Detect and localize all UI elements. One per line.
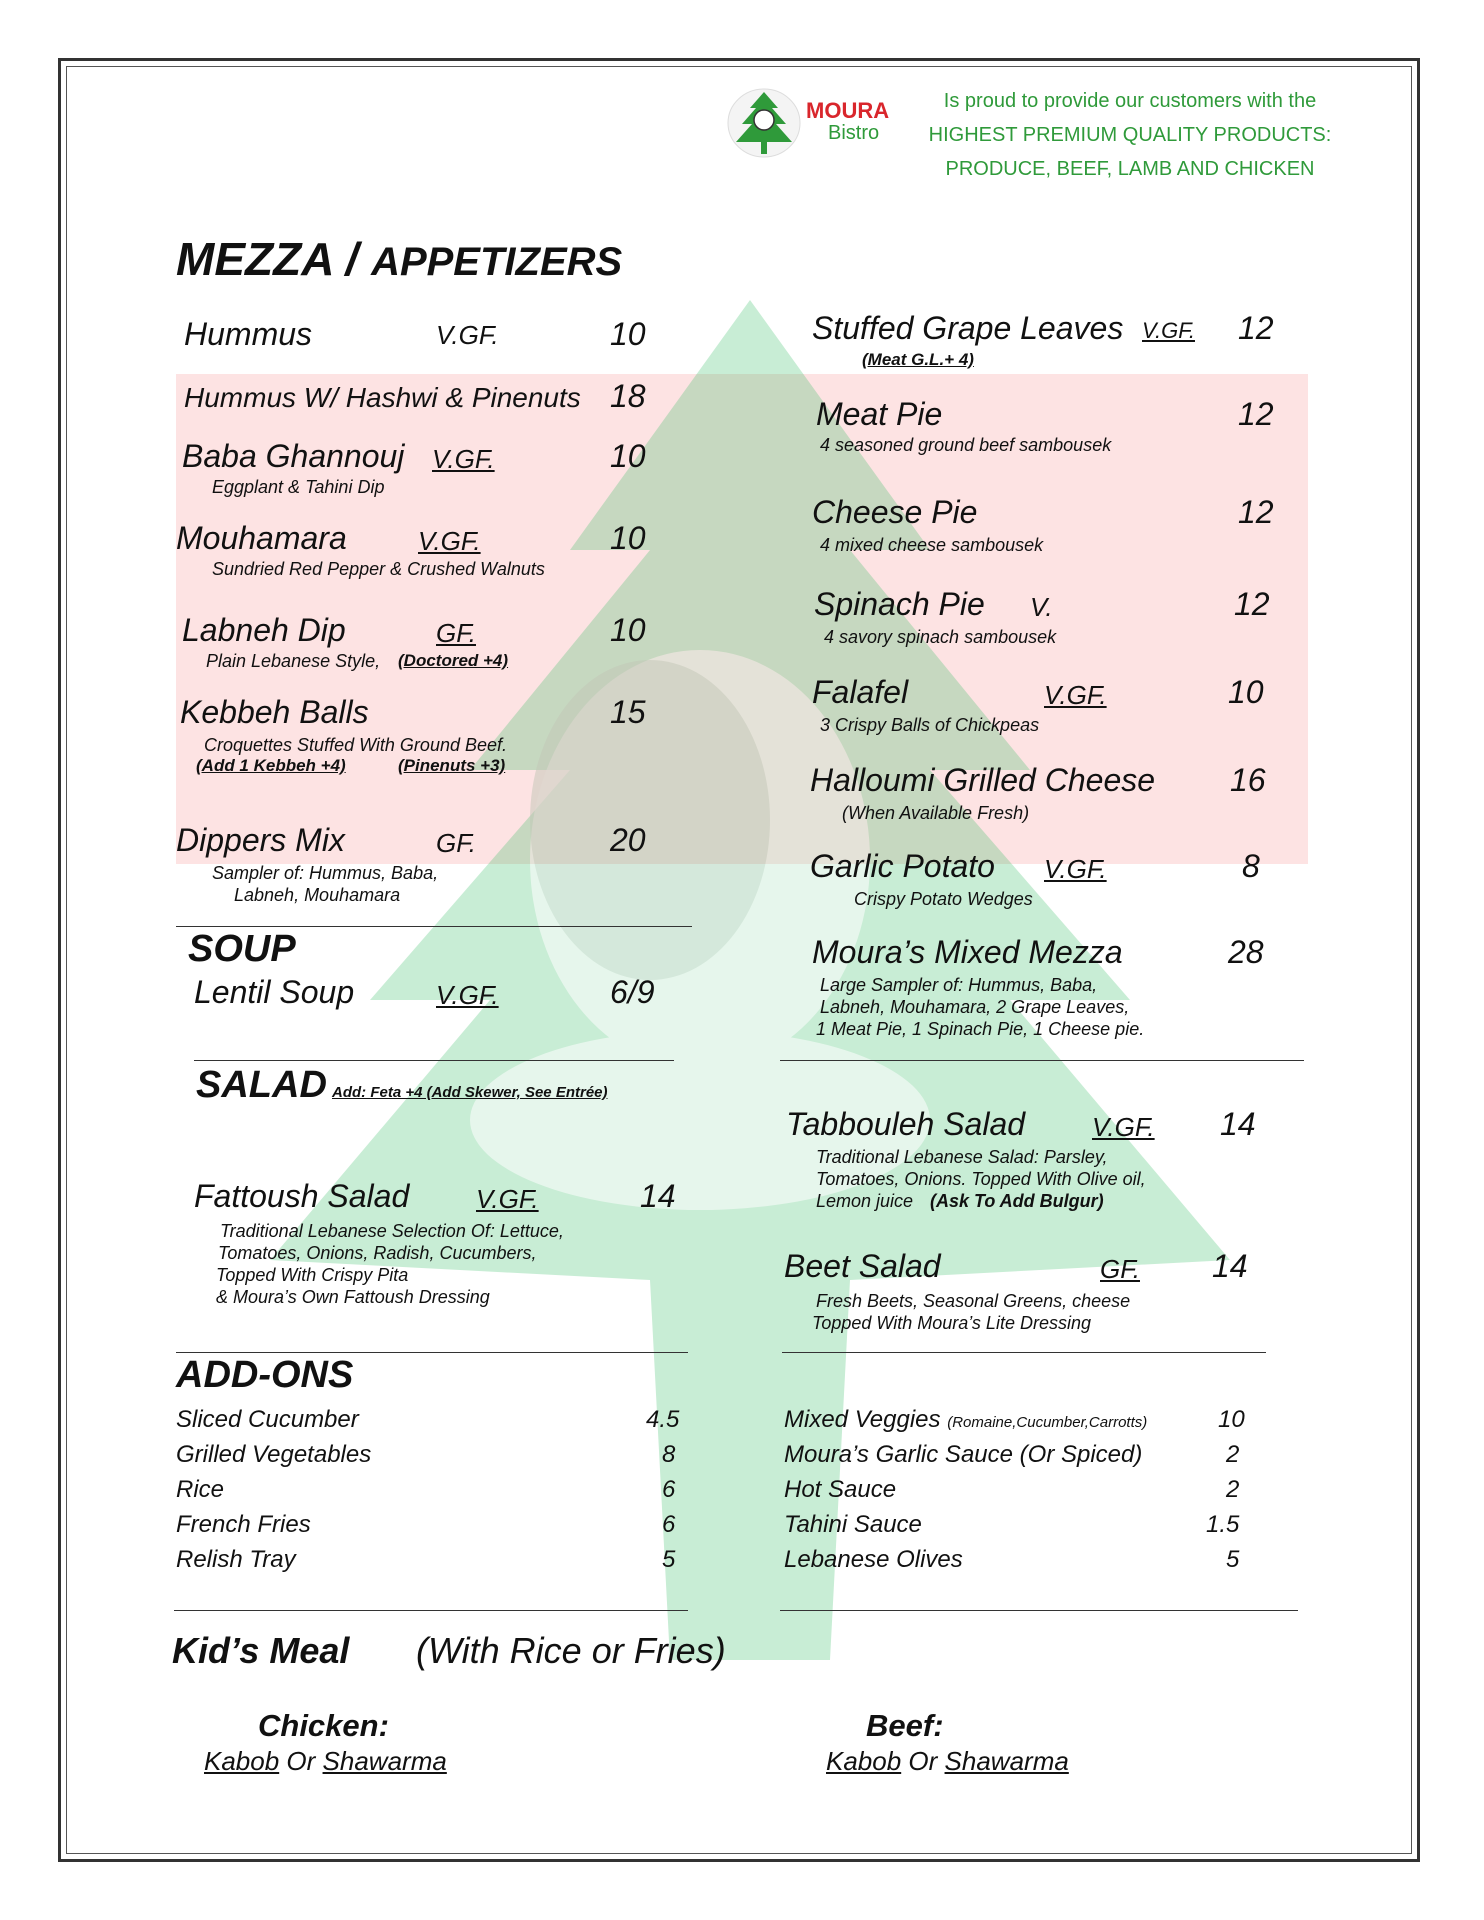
item-price: 28: [1228, 934, 1264, 970]
item-description: Fresh Beets, Seasonal Greens, cheese: [816, 1291, 1131, 1311]
item-description: Tomatoes, Onions, Radish, Cucumbers,: [218, 1243, 537, 1263]
item-price: 10: [610, 438, 646, 474]
item-price: 12: [1238, 396, 1274, 432]
item-price: 14: [1212, 1248, 1248, 1284]
kids-chicken-title: Chicken:: [258, 1708, 389, 1743]
item-name: Cheese Pie: [812, 494, 978, 530]
addon-name: Hot Sauce: [784, 1476, 897, 1503]
logo-text-moura: MOURA: [806, 98, 890, 123]
item-price: 15: [610, 694, 646, 730]
addon-name: Lebanese Olives: [784, 1546, 963, 1573]
item-description: (When Available Fresh): [842, 803, 1030, 823]
item-description: Labneh, Mouhamara: [234, 885, 401, 905]
item-price: 10: [1228, 674, 1264, 710]
diet-tag: V.GF.: [476, 1184, 539, 1214]
item-description: Eggplant & Tahini Dip: [212, 477, 385, 497]
diet-tag: V.GF.: [1044, 854, 1107, 884]
addon-price: 2: [1226, 1476, 1240, 1503]
kids-meal-heading: Kid’s Meal: [172, 1630, 350, 1671]
item-name: Hummus: [184, 316, 313, 352]
item-name: Baba Ghannouj: [182, 438, 405, 474]
addons-heading: ADD-ONS: [176, 1354, 354, 1396]
item-name: Spinach Pie: [814, 586, 985, 622]
addon-price: 2: [1226, 1441, 1240, 1468]
promo-text: [920, 84, 1340, 186]
item-description: 3 Crispy Balls of Chickpeas: [820, 715, 1040, 735]
diet-tag: GF.: [436, 618, 476, 648]
item-addon-note: (Meat G.L.+ 4): [862, 350, 974, 369]
diet-tag: V.: [1030, 592, 1053, 622]
item-name: Labneh Dip: [182, 612, 346, 648]
kids-beef-or: Or: [908, 1746, 938, 1776]
divider: [780, 1060, 1304, 1061]
addon-price: 4.5: [646, 1406, 680, 1433]
item-name: Tabbouleh Salad: [786, 1106, 1026, 1142]
kids-beef-title: Beef:: [866, 1708, 944, 1743]
addon-name: [784, 1406, 1147, 1434]
salad-heading: SALAD: [196, 1064, 327, 1106]
diet-tag: V.GF.: [1092, 1112, 1155, 1142]
kids-beef-options: [826, 1746, 1069, 1777]
item-description: 4 savory spinach sambousek: [824, 627, 1057, 647]
addon-price: 10: [1218, 1406, 1245, 1433]
kids-chicken-option-kabob: Kabob: [204, 1746, 280, 1776]
item-description: Lemon juice: [816, 1191, 914, 1211]
kids-chicken-option-shawarma: Shawarma: [322, 1746, 447, 1776]
soup-heading: SOUP: [188, 928, 296, 970]
addon-name: Relish Tray: [176, 1546, 296, 1573]
item-name: Lentil Soup: [194, 974, 355, 1010]
promo-line: Is proud to provide our customers with the: [943, 90, 1317, 112]
item-price: 10: [610, 612, 646, 648]
kids-chicken-or: Or: [286, 1746, 316, 1776]
item-addon-note: (Pinenuts +3): [398, 756, 506, 775]
item-description: Labneh, Mouhamara, 2 Grape Leaves,: [820, 997, 1130, 1017]
item-price: 12: [1234, 586, 1270, 622]
item-price: 10: [610, 520, 646, 556]
item-description: & Moura’s Own Fattoush Dressing: [216, 1287, 490, 1307]
diet-tag: V.GF.: [418, 526, 481, 556]
item-description: 4 seasoned ground beef sambousek: [820, 435, 1112, 455]
addon-name-text: Mixed Veggies: [784, 1406, 941, 1433]
item-name: Kebbeh Balls: [180, 694, 369, 730]
item-name: Hummus W/ Hashwi & Pinenuts: [184, 382, 581, 413]
addon-price: 1.5: [1206, 1511, 1240, 1538]
addon-price: 5: [1226, 1546, 1240, 1573]
item-description: Traditional Lebanese Salad: Parsley,: [816, 1147, 1108, 1167]
mezza-title-part2: APPETIZERS: [371, 240, 623, 284]
item-description: Plain Lebanese Style,: [206, 651, 381, 671]
diet-tag: V.GF.: [436, 320, 499, 350]
kids-meal-subtitle: (With Rice or Fries): [416, 1630, 726, 1671]
diet-tag: V.GF.: [1044, 680, 1107, 710]
item-addon-note: (Doctored +4): [398, 651, 509, 670]
item-description: Traditional Lebanese Selection Of: Lettuce,: [220, 1221, 564, 1241]
item-name: Beet Salad: [784, 1248, 941, 1284]
item-name: Moura’s Mixed Mezza: [812, 934, 1123, 970]
kids-beef-option-shawarma: Shawarma: [944, 1746, 1069, 1776]
divider: [176, 926, 692, 927]
item-price: 12: [1238, 310, 1274, 346]
salad-addon-note: Add: Feta +4 (Add Skewer, See Entrée): [332, 1084, 608, 1101]
item-price: 10: [610, 316, 646, 352]
item-description: Large Sampler of: Hummus, Baba,: [820, 975, 1098, 995]
item-description: Croquettes Stuffed With Ground Beef.: [204, 735, 508, 755]
addon-detail: (Romaine,Cucumber,Carrotts): [947, 1414, 1148, 1431]
item-addon-note: (Ask To Add Bulgur): [930, 1191, 1104, 1211]
diet-tag: GF.: [436, 828, 476, 858]
item-description: Sundried Red Pepper & Crushed Walnuts: [212, 559, 545, 579]
diet-tag: V.GF.: [436, 980, 499, 1010]
addon-price: 5: [662, 1546, 676, 1573]
item-price: 8: [1242, 848, 1260, 884]
item-name: Dippers Mix: [176, 822, 345, 858]
mezza-title-part1: MEZZA /: [176, 233, 372, 285]
divider: [174, 1610, 688, 1611]
addon-price: 6: [662, 1511, 676, 1538]
mezza-title: [176, 232, 622, 286]
item-price: 12: [1238, 494, 1274, 530]
promo-line: HIGHEST PREMIUM QUALITY PRODUCTS:: [928, 124, 1332, 146]
addon-name: Tahini Sauce: [784, 1511, 922, 1538]
item-name: Mouhamara: [176, 520, 347, 556]
item-price: 16: [1230, 762, 1266, 798]
addon-name: Sliced Cucumber: [176, 1406, 359, 1433]
item-description: Sampler of: Hummus, Baba,: [212, 863, 439, 883]
diet-tag: GF.: [1100, 1254, 1140, 1284]
divider: [194, 1060, 674, 1061]
kids-beef-option-kabob: Kabob: [826, 1746, 902, 1776]
addon-price: 6: [662, 1476, 676, 1503]
addon-name: Rice: [176, 1476, 225, 1503]
item-name: Halloumi Grilled Cheese: [810, 762, 1156, 798]
promo-line: PRODUCE, BEEF, LAMB AND CHICKEN: [945, 158, 1315, 180]
item-name: Garlic Potato: [810, 848, 995, 884]
item-price: 14: [1220, 1106, 1256, 1142]
item-price: 20: [610, 822, 646, 858]
item-price: 14: [640, 1178, 676, 1214]
addon-price: 8: [662, 1441, 676, 1468]
item-description: Topped With Moura’s Lite Dressing: [812, 1313, 1091, 1333]
item-price: 18: [610, 378, 646, 414]
item-name: Meat Pie: [816, 396, 943, 432]
item-name: Fattoush Salad: [194, 1178, 410, 1214]
kids-chicken-options: [204, 1746, 447, 1777]
divider: [176, 1352, 688, 1353]
item-description: Tomatoes, Onions. Topped With Olive oil,: [816, 1169, 1146, 1189]
item-description: Crispy Potato Wedges: [854, 889, 1033, 909]
item-price: 6/9: [610, 974, 655, 1010]
addon-name: French Fries: [176, 1511, 311, 1538]
diet-tag: V.GF.: [432, 444, 495, 474]
item-name: Falafel: [812, 674, 909, 710]
addon-name: Moura’s Garlic Sauce (Or Spiced): [784, 1441, 1143, 1468]
logo-text-bistro: Bistro: [828, 122, 880, 144]
item-description: Topped With Crispy Pita: [216, 1265, 409, 1285]
divider: [782, 1352, 1266, 1353]
item-description: 4 mixed cheese sambousek: [820, 535, 1044, 555]
addon-name: Grilled Vegetables: [176, 1441, 372, 1468]
item-addon-note: (Add 1 Kebbeh +4): [196, 756, 346, 775]
item-description: 1 Meat Pie, 1 Spinach Pie, 1 Cheese pie.: [816, 1019, 1145, 1039]
item-name: Stuffed Grape Leaves: [812, 310, 1124, 346]
divider: [780, 1610, 1298, 1611]
diet-tag: V.GF.: [1142, 318, 1195, 343]
